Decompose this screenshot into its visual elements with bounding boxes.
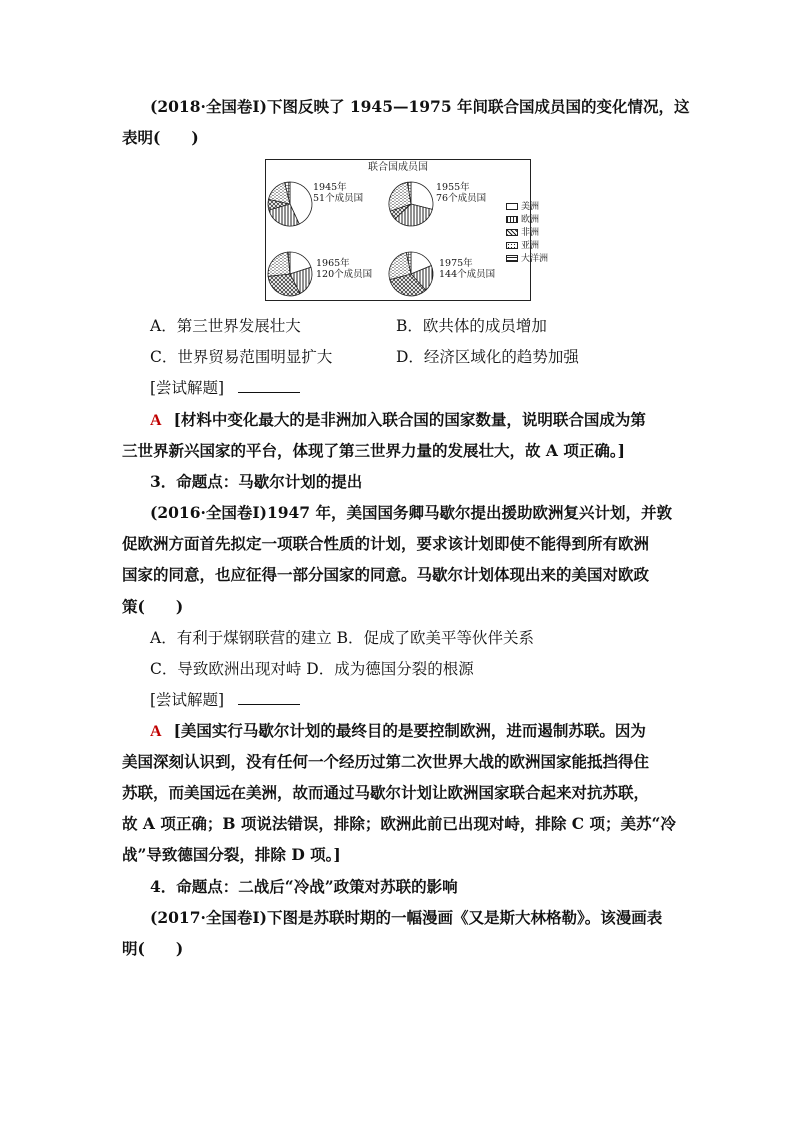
- pie-1955-year: 1955年: [436, 182, 470, 193]
- q2-heading: 3．命题点：马歇尔计划的提出: [150, 472, 363, 491]
- pie-1975-count: 144个成员国: [439, 269, 496, 280]
- q2-explanation-line5: 战”导致德国分裂，排除 D 项。]: [122, 845, 341, 864]
- q1-stem-line1: (2018·全国卷Ⅰ)下图反映了 1945—1975 年间联合国成员国的变化情况，这: [150, 97, 690, 116]
- q1-explanation-line1: A [材料中变化最大的是非洲加入联合国的国家数量，说明联合国成为第: [150, 410, 646, 429]
- q1-option-a[interactable]: A．第三世界发展壮大: [150, 317, 301, 335]
- q1-stem-line2: 表明( ): [122, 128, 199, 147]
- try-label: [尝试解题]: [150, 691, 225, 709]
- q2-options-line1[interactable]: A．有利于煤钢联营的建立 B．促成了欧美平等伙伴关系: [150, 629, 535, 647]
- legend-asia: 亚洲: [506, 241, 539, 251]
- legend-oceania: 大洋洲: [506, 254, 548, 264]
- legend-americas: 美洲: [506, 202, 539, 212]
- legend-africa: 非洲: [506, 228, 539, 238]
- pie-1965-year: 1965年: [316, 258, 350, 269]
- q2-stem-line1: (2016·全国卷Ⅰ)1947 年，美国国务卿马歇尔提出援助欧洲复兴计划，并敦: [150, 503, 672, 522]
- try-label: [尝试解题]: [150, 379, 225, 397]
- q1-try-row: [150, 377, 710, 399]
- q2-try-row: [150, 689, 710, 711]
- pie-1945-year: 1945年: [313, 182, 347, 193]
- q3-stem-line1: (2017·全国卷Ⅰ)下图是苏联时期的一幅漫画《又是斯大林格勒》。该漫画表: [150, 908, 663, 927]
- pie-1945-count: 51个成员国: [313, 193, 364, 204]
- pie-2-slice-asia: [268, 252, 290, 276]
- q1-option-b[interactable]: B．欧共体的成员增加: [396, 317, 547, 335]
- q2-explanation-line3: 苏联，而美国远在美洲，故而通过马歇尔计划让欧洲国家联合起来对抗苏联，: [122, 783, 650, 802]
- pie-1965-count: 120个成员国: [316, 269, 373, 280]
- chart-title: 联合国成员国: [368, 162, 428, 173]
- q1-option-d[interactable]: D．经济区域化的趋势加强: [396, 348, 579, 366]
- q3-heading: 4．命题点：二战后“冷战”政策对苏联的影响: [150, 877, 458, 896]
- q2-explanation-line4: 故 A 项正确；B 项说法错误，排除；欧洲此前已出现对峙，排除 C 项；美苏“冷: [122, 814, 676, 833]
- answer-blank[interactable]: [238, 690, 300, 705]
- q1-option-c[interactable]: C．世界贸易范围明显扩大: [150, 348, 333, 366]
- q3-stem-line2: 明( ): [122, 939, 184, 958]
- legend-europe: 欧洲: [506, 215, 539, 225]
- q1-explanation-line2: 三世界新兴国家的平台，体现了第三世界力量的发展壮大，故 A 项正确。]: [122, 441, 625, 460]
- pie-1955-count: 76个成员国: [436, 193, 487, 204]
- answer-blank[interactable]: [238, 378, 300, 393]
- q2-stem-line4: 策( ): [122, 597, 184, 616]
- pie-1975-year: 1975年: [439, 258, 473, 269]
- q2-explanation-line2: 美国深刻认识到，没有任何一个经历过第二次世界大战的欧洲国家能抵挡得住: [122, 752, 650, 771]
- q2-stem-line2: 促欧洲方面首先拟定一项联合性质的计划，要求该计划即使不能得到所有欧洲: [122, 534, 650, 553]
- q2-explanation-line1: A [美国实行马歇尔计划的最终目的是要控制欧洲，进而遏制苏联。因为: [150, 721, 646, 740]
- answer-letter: A: [150, 412, 162, 429]
- q2-stem-line3: 国家的同意，也应征得一部分国家的同意。马歇尔计划体现出来的美国对欧政: [122, 565, 650, 584]
- q2-options-line2[interactable]: C．导致欧洲出现对峙 D．成为德国分裂的根源: [150, 660, 474, 678]
- un-members-figure: [265, 159, 549, 301]
- answer-letter: A: [150, 723, 162, 740]
